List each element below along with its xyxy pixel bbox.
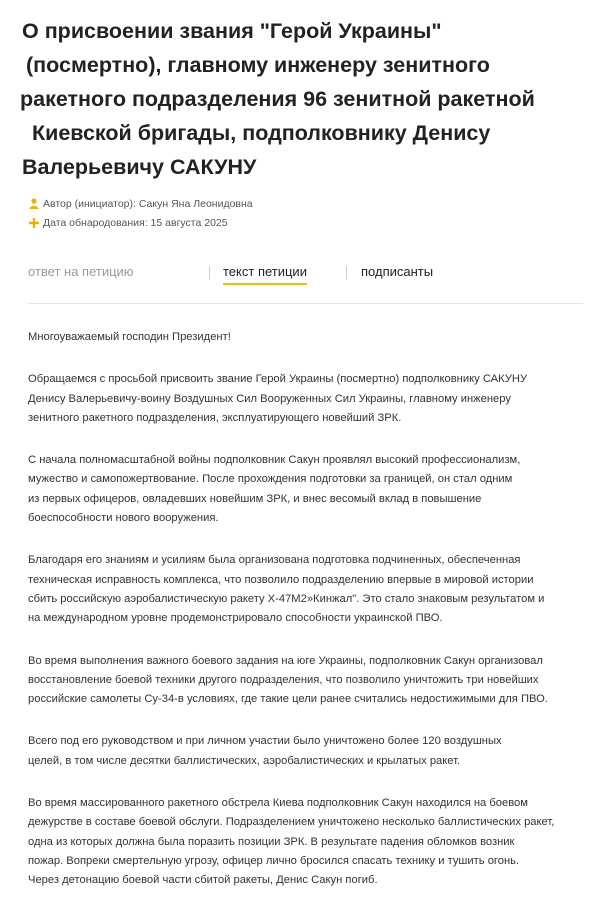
text-line: одна из которых должна была поразить позиции ЗРК. В результате падения обломков возник bbox=[28, 835, 515, 848]
author-text: Автор (инициатор): Сакун Яна Леонидовна bbox=[43, 197, 253, 210]
date-text: Дата обнародования: 15 августа 2025 bbox=[43, 216, 228, 229]
text-line: техническая исправность комплекса, что позволило подразделению впервые в мировой истории bbox=[28, 573, 534, 586]
title-line: Киевской бригады, подполковнику Денису bbox=[32, 121, 491, 145]
tab-answer[interactable]: ответ на петицию bbox=[28, 264, 134, 279]
paragraph bbox=[28, 551, 588, 628]
title-line: Валерьевичу САКУНУ bbox=[22, 155, 257, 179]
tab-separator bbox=[346, 266, 347, 280]
text-line: Через детонацию боевой части сбитой ракеты, Денис Сакун погиб. bbox=[28, 874, 378, 887]
text-line: Денису Валерьевичу-воину Воздушных Сил Вооруженных Сил Украины, главному инженеру bbox=[28, 392, 511, 405]
petition-body bbox=[28, 328, 588, 914]
date-row bbox=[28, 213, 253, 232]
text-line: на международном уровне продемонстрировало способности украинской ПВО. bbox=[28, 612, 443, 625]
paragraph bbox=[28, 451, 588, 528]
paragraph bbox=[28, 732, 588, 771]
text-line: российские самолеты Су-34-в условиях, где такие цели ранее считались недостижимыми для ПВО. bbox=[28, 693, 548, 706]
paragraph bbox=[28, 328, 588, 347]
paragraph bbox=[28, 652, 588, 710]
text-line: Во время массированного ракетного обстрела Киева подполковник Сакун находился на боевом bbox=[28, 797, 528, 810]
text-line: целей, в том числе десятки баллистических, аэробалистических и крылатых ракет. bbox=[28, 754, 461, 767]
petition-title bbox=[22, 14, 592, 184]
text-line: Обращаемся с просьбой присвоить звание Герой Украины (посмертно) подполковнику САКУНУ bbox=[28, 373, 528, 386]
text-line: сбить российскую аэробалистическую ракету Х-47М2»Кинжал". Это стало знаковым результатом и bbox=[28, 592, 545, 605]
paragraph bbox=[28, 370, 588, 428]
petition-meta bbox=[28, 194, 253, 232]
title-line: (посмертно), главному инженеру зенитного bbox=[26, 53, 490, 77]
text-line: С начала полномасштабной войны подполковник Сакун проявлял высокий профессионализм, bbox=[28, 454, 521, 467]
text-line: Многоуважаемый господин Президент! bbox=[28, 331, 231, 343]
divider bbox=[28, 303, 583, 304]
text-line: боеспособности нового вооружения. bbox=[28, 512, 219, 525]
text-line: Всего под его руководством и при личном участии было уничтожено более 120 воздушных bbox=[28, 735, 502, 748]
tab-separator bbox=[209, 266, 210, 280]
text-line: дежурстве в составе боевой обслуги. Подразделением уничтожено несколько баллистических ракет, bbox=[28, 816, 555, 829]
text-line: мужество и самопожертвование. После прохождения подготовки за границей, он стал одним bbox=[28, 473, 513, 486]
petition-tabs bbox=[28, 264, 583, 288]
text-line: из первых офицеров, овладевших новейшим ЗРК, и внес весомый вклад в повышение bbox=[28, 492, 482, 505]
author-row bbox=[28, 194, 253, 213]
text-line: Во время выполнения важного боевого задания на юге Украины, подполковник Сакун организовал bbox=[28, 654, 543, 667]
person-icon bbox=[28, 198, 39, 209]
title-line: О присвоении звания "Герой Украины" bbox=[22, 19, 442, 43]
title-line: ракетного подразделения 96 зенитной ракетной bbox=[20, 87, 535, 111]
text-line: пожар. Вопреки смертельную угрозу, офицер лично бросился спасать технику и тушить огонь. bbox=[28, 854, 520, 867]
tab-signers[interactable]: подписанты bbox=[361, 264, 434, 279]
text-line: Благодаря его знаниям и усилиям была организована подготовка подчиненных, обеспеченная bbox=[28, 554, 521, 567]
tab-petition-text[interactable]: текст петиции bbox=[223, 264, 307, 279]
plus-icon bbox=[28, 217, 39, 228]
paragraph bbox=[28, 794, 588, 890]
text-line: восстановление боевой техники другого подразделения, что позволило уничтожить три новейших bbox=[28, 673, 539, 686]
text-line: зенитного ракетного подразделения, эксплуатирующего новейший ЗРК. bbox=[28, 411, 402, 424]
